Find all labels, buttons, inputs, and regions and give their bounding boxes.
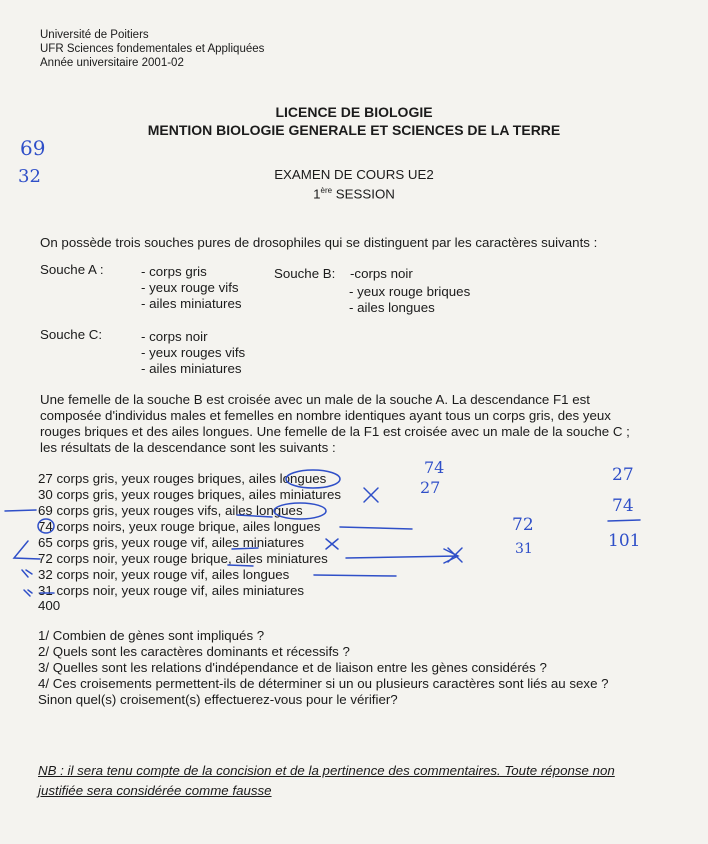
result-line: 32 corps noir, yeux rouge vif, ailes longues: [38, 567, 290, 582]
strain-b-trait: - yeux rouge briques: [349, 284, 471, 299]
strain-b-trait: -corps noir: [350, 266, 413, 281]
session-superscript: ère: [320, 186, 333, 195]
tick-mark: [24, 590, 32, 596]
academic-year: Année universitaire 2001-02: [40, 57, 184, 69]
title-mention: MENTION BIOLOGIE GENERALE ET SCIENCES DE LA TERRE: [147, 122, 561, 138]
strain-b-trait: - ailes longues: [349, 300, 435, 315]
arrow-mark: [340, 527, 412, 529]
result-line: 65 corps gris, yeux rouge vif, ailes miniatures: [38, 535, 305, 550]
paragraph-line: les résultats de la descendance sont les suivants :: [40, 440, 336, 455]
fraction-bar: [608, 520, 640, 521]
handwritten-number: 101: [608, 531, 641, 551]
handwritten-number: 74: [424, 458, 445, 477]
university-name: Université de Poitiers: [40, 29, 149, 41]
result-line: 72 corps noir, yeux rouge brique, ailes miniatures: [38, 551, 328, 566]
tick-mark: [22, 570, 32, 577]
handwritten-number: 72: [512, 515, 534, 535]
exam-title: EXAMEN DE COURS UE2: [274, 167, 434, 182]
arrow-mark: [314, 575, 396, 576]
strain-c-label: Souche C:: [40, 327, 103, 342]
strain-a-trait: - corps gris: [141, 264, 207, 279]
question-line: 3/ Quelles sont les relations d'indépendance et de liaison entre les gènes considérés ?: [38, 660, 547, 675]
strain-b-label: Souche B:: [274, 266, 336, 281]
paragraph-line: composée d'individus males et femelles en nombre identiques ayant tous un corps gris, des yeux: [40, 408, 611, 423]
question-line: Sinon quel(s) croisement(s) effectuerez-vous pour le vérifier?: [38, 692, 398, 707]
cross-mark: [364, 488, 378, 502]
question-line: 2/ Quels sont les caractères dominants et récessifs ?: [38, 644, 350, 659]
result-line: 69 corps gris, yeux rouges vifs, ailes longues: [38, 503, 303, 518]
cross-mark: [326, 539, 338, 549]
cross-mark: [448, 548, 462, 562]
strain-a-trait: - yeux rouge vifs: [141, 280, 239, 295]
ufr-name: UFR Sciences fondementales et Appliquées: [40, 43, 265, 55]
result-line: 74 corps noirs, yeux rouge brique, ailes longues: [38, 519, 321, 534]
intro-text: On possède trois souches pures de drosophiles qui se distinguent par les caractères suivants :: [40, 235, 598, 250]
exam-session: [0, 183, 708, 202]
paragraph-line: Une femelle de la souche B est croisée avec un male de la souche A. La descendance F1 est: [40, 392, 590, 407]
arrow-mark: [346, 549, 458, 563]
strain-c-trait: - corps noir: [141, 329, 208, 344]
result-line: 31 corps noir, yeux rouge vif, ailes miniatures: [38, 583, 305, 598]
title-licence: LICENCE DE BIOLOGIE: [275, 104, 433, 120]
strain-a-trait: - ailes miniatures: [141, 296, 242, 311]
tick-mark: [5, 510, 36, 511]
nb-note-line: NB : il sera tenu compte de la concision et de la pertinence des commentaires. Toute réponse non: [38, 763, 615, 778]
handwritten-number: 27: [612, 465, 634, 485]
nb-note-line: justifiée sera considérée comme fausse: [38, 783, 272, 798]
bracket-mark: [14, 541, 40, 559]
handwritten-number: 27: [420, 478, 441, 497]
strain-c-trait: - ailes miniatures: [141, 361, 242, 376]
handwritten-number: 31: [515, 541, 533, 557]
handwritten-number: 74: [612, 496, 634, 516]
paragraph-line: rouges briques et des ailes longues. Une femelle de la F1 est croisée avec un male de la souche C ;: [40, 424, 630, 439]
result-line: 30 corps gris, yeux rouges briques, ailes miniatures: [38, 487, 342, 502]
session-number: 1: [313, 186, 321, 202]
results-total: 400: [38, 598, 61, 613]
handwritten-number: 32: [18, 166, 41, 187]
strain-c-trait: - yeux rouges vifs: [141, 345, 246, 360]
strain-a-label: Souche A :: [40, 262, 104, 277]
result-line: 27 corps gris, yeux rouges briques, ailes longues: [38, 471, 327, 486]
handwritten-number: 69: [20, 136, 46, 160]
question-line: 1/ Combien de gènes sont impliqués ?: [38, 628, 265, 643]
session-word: SESSION: [332, 186, 395, 202]
question-line: 4/ Ces croisements permettent-ils de déterminer si un ou plusieurs caractères sont liés au sexe ?: [38, 676, 609, 691]
